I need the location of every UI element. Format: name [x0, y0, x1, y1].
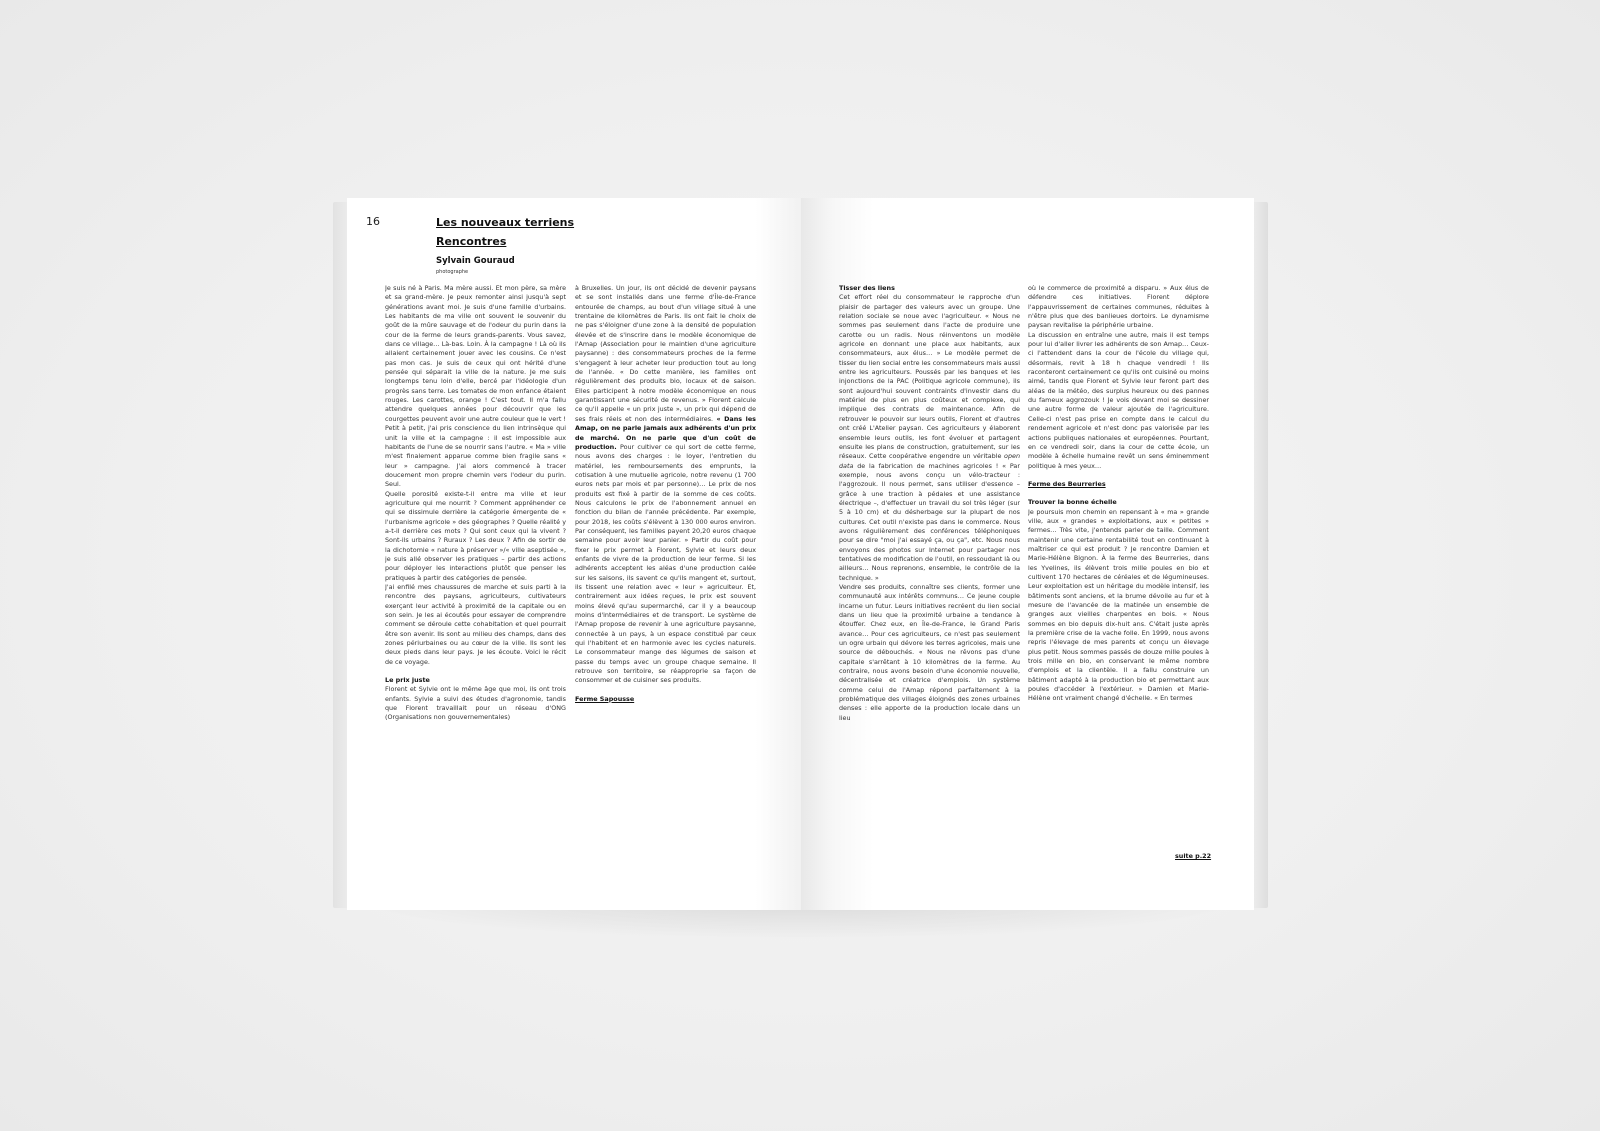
farm-link[interactable]: Ferme des Beurreries: [1028, 479, 1106, 488]
section-heading: Tisser des liens: [839, 284, 895, 292]
article-subtitle: Rencontres: [436, 235, 507, 248]
paragraph: Quelle porosité existe-t-il entre ma ville et leur agriculture qui me nourrit ? Comment appréhender ce qui se dissimule derrière la catégorie émergente de « l'urbanisme agricole » des géographes ? Quelle réalité y a-t-il derrière ces mots ? Qui sont ceux qui la vivent ? Sont-ils urbains ? Ruraux ? Les deux ? Afin de sortir de la dichotomie « nature à préserver »/« ville aseptisée », je suis allé observer les pratiques – partir des actions pour déployer les interactions plutôt que penser les pratiques à partir des catégories de pensée.: [385, 489, 566, 582]
paragraph: Florent et Sylvie ont le même âge que moi, ils ont trois enfants. Sylvie a suivi des études d'agronomie, tandis que Florent travaillait pour un réseau d'ONG (Organisations non gouvernementales): [385, 685, 566, 722]
text-column-3: [839, 284, 1020, 784]
paragraph: La discussion en entraîne une autre, mais il est temps pour lui d'aller livrer les adhérents de son Amap… Ceux-ci l'attendent dans la cour de l'école du village qui, désormais, revit à 18 h chaque vendredi ! Ils raconteront certainement ce qu'ils ont cuisiné ou moins aimé, tandis que Florent et Sylvie leur feront part des aléas de la météo, des surplus heureux ou des pannes du fameux aggrozouk ! Je vois devant moi se dessiner une autre forme de valeur ajoutée de l'agriculture. Celle-ci n'est pas prise en compte dans le calcul du rendement agricole et n'est donc pas valorisée par les actions publiques nationales et européennes. Pourtant, en ce vendredi soir, dans la cour de cette école, un modèle à échelle humaine revêt un sens éminemment politique à mes yeux…: [1028, 330, 1209, 470]
text-column-4: [1028, 284, 1209, 784]
paragraph: Vendre ses produits, connaître ses clients, former une communauté aux intérêts communs… Ce jeune couple incarne un futur. Leurs initiatives recréent du lien social dans un lieu que la proximité urbaine a tendance à étouffer. Chez eux, en Île-de-France, le Grand Paris avance… Pour ces agriculteurs, ce n'est pas seulement un ogre urbain qui dévore les terres agricoles, mais une source de débouchés. « Nous ne rêvons pas d'une capitale s'arrêtant à 10 kilomètres de la ferme. Au contraire, nous avons besoin d'une économie nouvelle, décentralisée et créatrice d'emplois. Un système comme celui de l'Amap répond parfaitement à la problématique des villages éloignés des zones urbaines denses : elle apporte de la production locale dans un lieu: [839, 583, 1020, 722]
bold-quote: « Dans les Amap, on ne parle jamais aux adhérents d'un prix de marché. On ne parle que d'un coût de production.: [575, 414, 756, 451]
paragraph-text: Pour cultiver ce qui sort de cette ferme, nous avons des charges : le loyer, l'entretien du matériel, les remboursements des emprunts, la cotisation à une mutuelle agricole, notre revenu (1 700 euros nets par mois et par personne)… Le prix de nos produits est fixé à partir de la somme de ces coûts. Nous calculons le prix de l'abonnement annuel en fonction du bilan de l'année précédente. Par exemple, pour 2018, les coûts s'élèvent à 130 000 euros environ. Par conséquent, les familles payent 20,20 euros chaque semaine pour avoir leur panier. » Partir du coût pour fixer le prix permet à Florent, Sylvie et leurs deux enfants de vivre de la production de leur ferme. Si les adhérents acceptent les aléas d'une production calée sur les saisons, ils savent ce qu'ils mangent et, surtout, ils tissent une relation avec « leur » agriculteur. Et, contrairement aux idées reçues, le prix est souvent moins élevé qu'au supermarché, car il y a beaucoup moins d'intermédiaires et de transport. Le système de l'Amap propose de revenir à une agriculture paysanne, connectée à un pays, à un espace constitué par ceux qui l'habitent et en harmonie avec les cycles naturels. Le consommateur mange des légumes de saison et passe du temps avec un groupe chaque semaine. Il retrouve son territoire, se réapproprie sa façon de consommer et de cuisiner ses produits.: [575, 442, 756, 685]
section-heading: Le prix juste: [385, 676, 430, 685]
paragraph-text: Cet effort réel du consommateur le rapproche d'un plaisir de partager des valeurs avec un groupe. Une relation sociale se noue avec l'agriculteur. « Nous ne sommes pas seulement dans l'acte de produire une carotte ou un radis. Nous réinventons un modèle agricole en donnant une place aux habitants, aux consommateurs, aux élus… » Le modèle permet de tisser du lien social entre les consommateurs mais aussi entre les agriculteurs. Poussés par les banques et les injonctions de la PAC (Politique agricole commune), ils sont aujourd'hui souvent contraints d'investir dans du matériel de plus en plus coûteux et complexe, qui implique des contrats de maintenance. Afin de retrouver le pouvoir sur leurs outils, Florent et d'autres ont créé L'Atelier paysan. Ces agriculteurs y élaborent ensemble leurs outils, les font évoluer et partagent ensuite les plans de construction, gratuitement, sur les réseaux. Cette coopérative engendre un véritable: [839, 293, 1020, 461]
page-edges-left: [333, 202, 347, 908]
right-page: [801, 198, 1254, 910]
page-edges-right: [1254, 202, 1268, 908]
author-role: photographe: [436, 269, 469, 275]
paragraph: [839, 293, 1020, 583]
paragraph-text: de la fabrication de machines agricoles ! « Par exemple, nous avons conçu un vélo-tracteur : l'aggrozouk. Il nous permet, sans utiliser d'essence – grâce à une traction à pédales et une assistance électrique –, d'effectuer un travail du sol très léger (sur 5 à 10 cm) et du désherbage sur la plupart de nos cultures. Cet outil n'existe pas dans le commerce. Nous avons régulièrement des conférences téléphoniques pour se dire "moi j'ai essayé ça, ou ça", etc. Nous nous envoyons des photos sur Internet pour partager nos tentatives de modification de l'outil, en ressoudant là ou ailleurs… Nous reprenons, ensemble, le contrôle de la technique. »: [839, 461, 1020, 582]
paragraph: où le commerce de proximité a disparu. » Aux élus de défendre ces initiatives. Florent déplore l'appauvrissement de certaines communes, réduites à n'être plus que des banlieues dortoirs. Le dynamisme paysan revitalise la périphérie urbaine.: [1028, 284, 1209, 330]
author-name: Sylvain Gouraud: [436, 256, 515, 266]
italic-term: open data: [839, 452, 1020, 470]
paragraph: J'ai enfilé mes chaussures de marche et suis parti à la rencontre des paysans, agriculteurs, cultivateurs exerçant leur activité à proximité de la capitale ou en son sein. Je les ai écoutés pour essayer de comprendre comment se déroule cette cohabitation et quel pourrait être son avenir. Ils sont au milieu des champs, dans des zones périurbaines ou au cœur de la ville. Ils sont les deux pieds dans leur pays. Je les écoute. Voici le récit de ce voyage.: [385, 583, 566, 666]
paragraph: [575, 284, 756, 686]
text-column-2: [575, 284, 756, 784]
page-number: 16: [366, 215, 380, 228]
magazine-spread: [333, 198, 1268, 910]
section-heading: Trouver la bonne échelle: [1028, 498, 1117, 507]
continued-link[interactable]: suite p.22: [1175, 852, 1212, 860]
text-column-1: [385, 284, 566, 784]
article-title: Les nouveaux terriens: [436, 216, 575, 229]
left-page: [347, 198, 801, 910]
paragraph-text: à Bruxelles. Un jour, ils ont décidé de devenir paysans et se sont installés dans une ferme d'Île-de-France entourée de champs, au bout d'un village situé à une trentaine de kilomètres de Paris. Ils ont fait le choix de ne pas s'éloigner d'une zone à la densité de population élevée et de s'inscrire dans le modèle économique de l'Amap (Association pour le maintien d'une agriculture paysanne) : des consommateurs proches de la ferme s'engagent à leur acheter leur production tout au long de l'année. « Do cette manière, les familles ont régulièrement des produits bio, locaux et de saison. Elles participent à notre modèle économique en nous garantissant une sécurité de revenus. » Florent calcule ce qu'il appelle « un prix juste », un prix qui dépend de ses frais réels et non des intermédiaires.: [575, 284, 756, 423]
paragraph: Je poursuis mon chemin en repensant à « ma » grande ville, aux « grandes » exploitations, aux « petites » fermes… Très vite, j'entends parler de taille. Comment maintenir une certaine rentabilité tout en continuant à maîtriser ce qui est produit ? Je rencontre Damien et Marie-Hélène Bignon. À la ferme des Beurreries, dans les Yvelines, ils élèvent trois mille poules en bio et cultivent 170 hectares de céréales et de légumineuses. Leur exploitation est un héritage du modèle intensif, les bâtiments sont anciens, et la brume dévoile au fur et à mesure de l'avancée de la matinée un ensemble de granges aux vieilles charpentes en bois. « Nous sommes en bio depuis dix-huit ans. C'était juste après la première crise de la vache folle. En 1999, nous avons repris l'élevage de mes parents et conçu un élevage plus petit. Nous sommes passés de douze mille poules à trois mille en bio, en conservant le même nombre d'emplois et la clientèle. Il a fallu construire un bâtiment adapté à la production bio et permettant aux poules d'accéder à l'extérieur. » Damien et Marie-Hélène ont vraiment changé d'échelle. « En termes: [1028, 507, 1209, 703]
paragraph: Je suis né à Paris. Ma mère aussi. Et mon père, sa mère et sa grand-mère. Je peux remonter ainsi jusqu'à sept générations avant moi. Je suis d'une famille d'urbains. Les habitants de ma ville ont souvent le souvenir du goût de la mûre sauvage et de l'odeur du purin dans la cour de la ferme de leurs grands-parents. Vous savez, dans ce village… Là-bas. Loin. À la campagne ! Là où ils allaient certainement jouer avec les cousins. Ce n'est pas mon cas. Je suis de ceux qui ont hérité d'une pensée qui séparait la ville de la nature. Je me suis longtemps tenu loin d'elle, bercé par l'idéologie d'un progrès sans terre. Les tomates de mon enfance étaient rouges. Les carottes, orange ! C'est tout. Il m'a fallu attendre quelques années pour découvrir que les courgettes peuvent avoir une autre couleur que le vert ! Petit à petit, j'ai pris conscience du lien intrinsèque qui unit la ville et la campagne : il est impossible aux habitants de l'une de se nourrir sans l'autre. « Ma » ville m'est finalement apparue comme bien fragile sans « leur » campagne. J'ai alors commencé à tracer doucement mon propre chemin vers l'odeur du purin. Seul.: [385, 284, 566, 489]
farm-link[interactable]: Ferme Sapousse: [575, 694, 635, 703]
